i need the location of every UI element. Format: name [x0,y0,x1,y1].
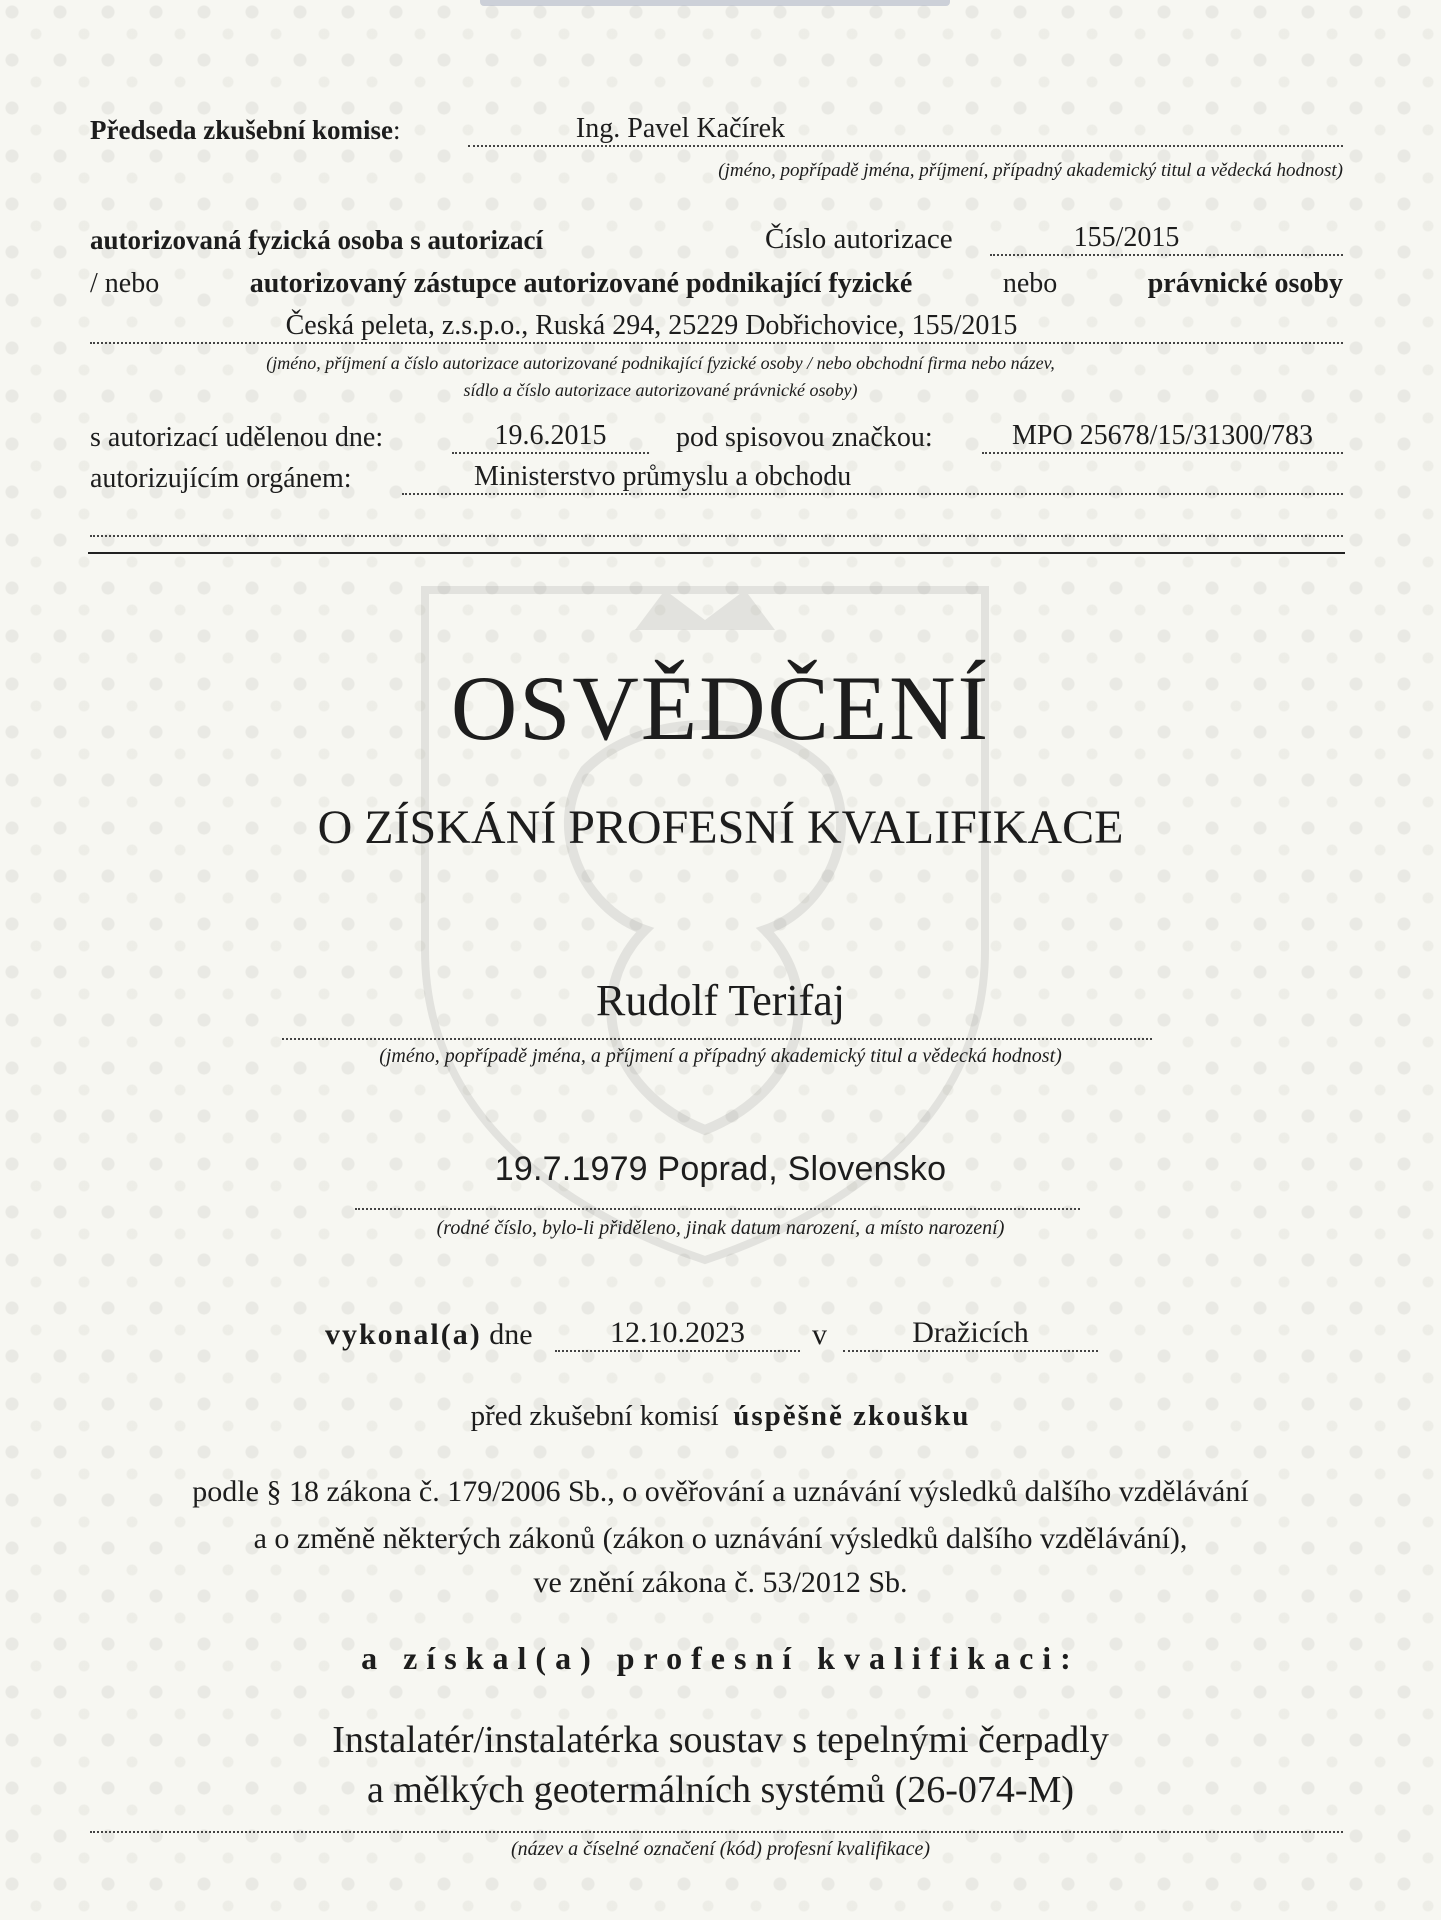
performed-label: vykonal(a) [325,1318,482,1351]
cut-off-header-text [480,0,950,6]
chair-name: Ing. Pavel Kačírek [575,113,786,144]
qualification-hint: (název a číselné označení (kód) profesní kvalifikace) [510,1838,931,1860]
birth-info: 19.7.1979 Poprad, Slovensko [494,1150,947,1188]
chair-name-field [468,113,1343,147]
or-text-2: nebo [1002,268,1058,299]
obtained-qualification-heading: a získal(a) profesní kvalifikaci: [361,1640,1080,1676]
authorized-person-label: autorizovaná fyzická osoba s autorizací [90,225,543,255]
authorization-number-value: 155/2015 [1073,222,1180,253]
exam-success: úspěšně zkoušku [733,1400,971,1432]
granted-date-value: 19.6.2015 [494,420,607,451]
holder-name-line [282,1030,1152,1040]
exam-place-value: Dražicích [912,1316,1029,1349]
chair-colon: : [393,115,401,145]
authorized-representative-line [90,268,1343,300]
representative-bold-text: autorizovaný zástupce autorizované podnikající fyzické [249,268,913,299]
law-line-2: a o změně některých zákonů (zákon o uznávání výsledků dalšího vzdělávání), [253,1522,1188,1555]
certificate-title: OSVĚDČENÍ [450,657,991,759]
birth-hint: (rodné číslo, bylo-li přiděleno, jinak datum narození, a místo narození) [436,1217,1005,1239]
legal-person-bold-text: právnické osoby [1147,268,1343,299]
certificate-subtitle: O ZÍSKÁNÍ PROFESNÍ KVALIFIKACE [317,801,1124,854]
date-label: dne [489,1318,533,1351]
authority-label: autorizujícím orgánem: [90,463,352,494]
exam-place-field [843,1316,1098,1352]
qualification-line [90,1823,1343,1833]
place-label: v [812,1318,827,1351]
holder-hint: (jméno, popřípadě jména, a příjmení a případný akademický titul a vědecká hodnost) [379,1045,1062,1067]
exam-date-field [555,1316,800,1352]
exam-line [0,1400,1441,1433]
file-number-value: MPO 25678/15/31300/783 [1011,420,1314,451]
holder-name: Rudolf Terifaj [595,976,846,1025]
law-line-3: ve znění zákona č. 53/2012 Sb. [533,1566,908,1599]
qualification-line-1: Instalatér/instalatérka soustav s tepelnými čerpadly [332,1719,1109,1761]
entity-hint-2: sídlo a číslo autorizace autorizované právnické osoby) [463,380,858,400]
law-line-1: podle § 18 zákona č. 179/2006 Sb., o ověřování a uznávání výsledků dalšího vzdělávání [192,1475,1249,1508]
authority-field [402,461,1343,495]
entity-value: Česká peleta, z.s.p.o., Ruská 294, 25229 Dobřichovice, 155/2015 [285,310,1018,341]
exam-text: před zkušební komisí [470,1400,719,1432]
blank-dotted-line [90,525,1343,537]
chair-label: Předseda zkušební komise [90,115,394,145]
file-number-label: pod spisovou značkou: [676,422,933,453]
authorization-number-label: Číslo autorizace [765,223,953,255]
or-text: / nebo [90,268,160,299]
authority-value: Ministerstvo průmyslu a obchodu [474,461,852,492]
authorization-number-field [990,222,1343,256]
chair-hint: (jméno, popřípadě jména, příjmení, případný akademický titul a vědecká hodnost) [718,160,1343,181]
performed-line [325,1318,533,1352]
file-number-field [982,420,1343,454]
birth-line [355,1200,1080,1210]
section-divider [88,552,1345,554]
entity-field [90,310,1343,344]
exam-date-value: 12.10.2023 [610,1316,745,1349]
granted-date-field [452,420,649,454]
granted-date-label: s autorizací udělenou dne: [90,422,384,453]
entity-hint-1: (jméno, příjmení a číslo autorizace autorizované podnikající fyzické osoby / nebo obchodní firma nebo název, [266,353,1055,373]
qualification-line-2: a mělkých geotermálních systémů (26-074-M) [366,1769,1075,1811]
